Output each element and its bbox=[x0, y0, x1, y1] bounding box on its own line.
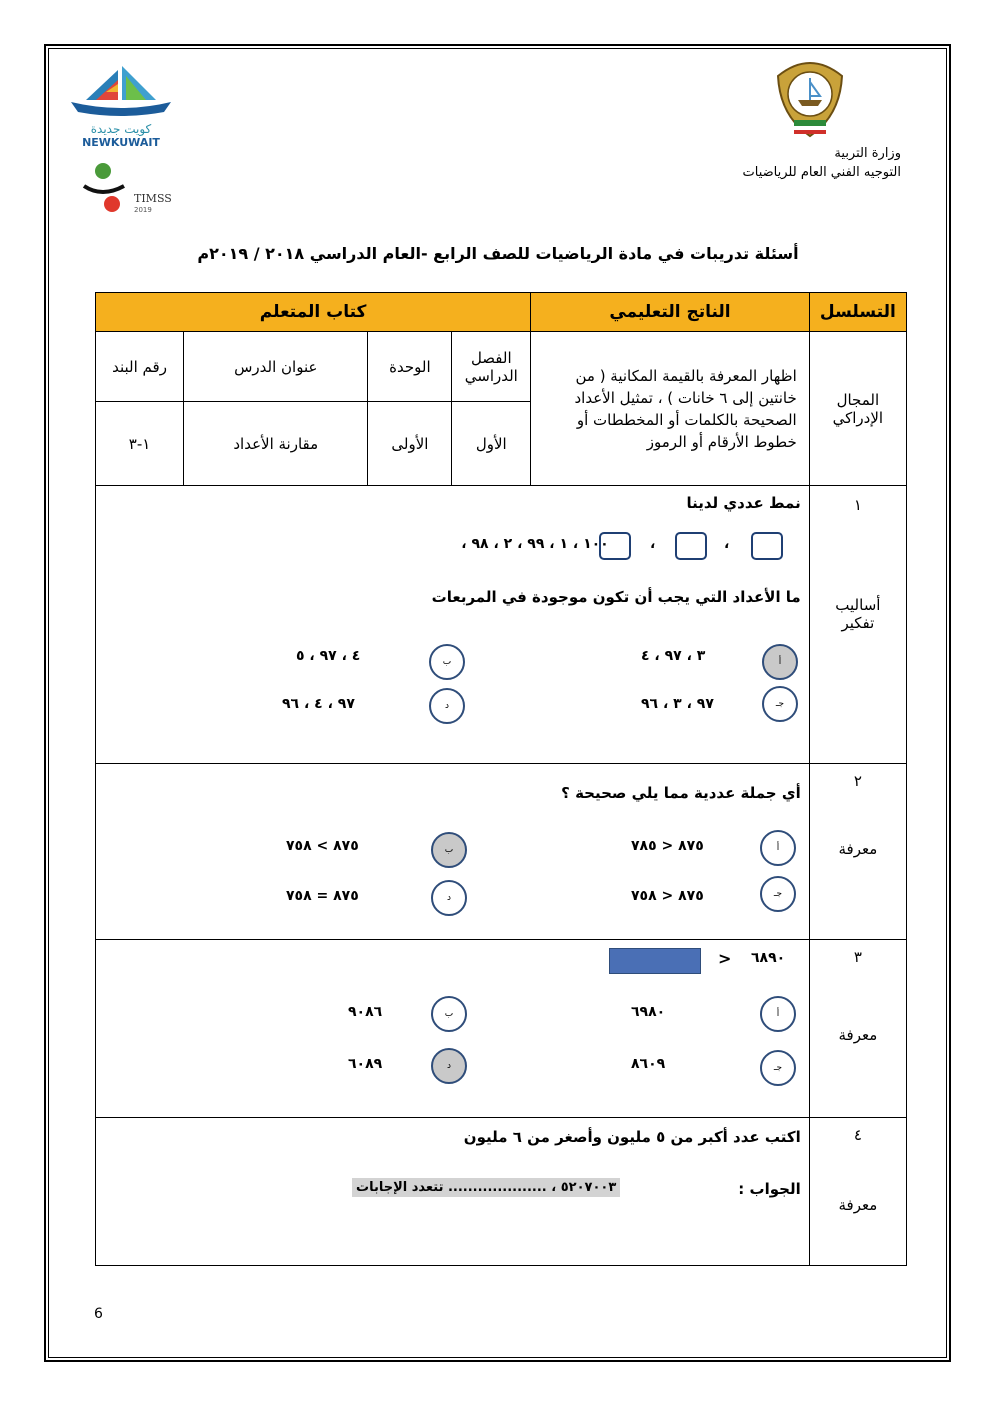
question-1-number: ١ bbox=[853, 496, 862, 514]
logo-english-text: NEWKUWAIT bbox=[82, 136, 160, 149]
option-c[interactable]: جـ bbox=[760, 1050, 796, 1086]
option-a-text: ٦٩٨٠ bbox=[631, 1004, 666, 1020]
option-c-text: ٨٦٠٩ bbox=[631, 1056, 666, 1072]
timss-year: 2019 bbox=[134, 206, 152, 214]
option-b-text: ٨٧٥ > ٧٥٨ bbox=[286, 838, 359, 854]
department-name: التوجيه الفني العام للرياضيات bbox=[742, 165, 901, 180]
option-b-text: ٩٠٨٦ bbox=[348, 1004, 383, 1020]
option-b[interactable]: ب bbox=[429, 644, 465, 680]
separator-1: ، bbox=[650, 536, 656, 552]
val-term: الأول bbox=[452, 402, 531, 486]
new-kuwait-logo bbox=[66, 62, 176, 152]
val-item: ١-٣ bbox=[96, 402, 184, 486]
ministry-heading bbox=[743, 144, 901, 182]
separator-2: ، bbox=[724, 536, 730, 552]
timss-text: TIMSS bbox=[134, 192, 172, 205]
option-b[interactable]: ب bbox=[431, 832, 467, 868]
option-c[interactable]: جـ bbox=[762, 686, 798, 722]
questions-table bbox=[95, 292, 907, 1266]
question-4-number: ٤ bbox=[853, 1126, 862, 1144]
page-number: 6 bbox=[94, 1306, 103, 1322]
question-1-prompt: ما الأعداد التي يجب أن تكون موجودة في المربعات bbox=[431, 588, 801, 606]
page-title: أسئلة تدريبات في مادة الرياضيات للصف الرابع -العام الدراسي ٢٠١٨ / ٢٠١٩م bbox=[197, 244, 799, 263]
header-sequence: التسلسل bbox=[809, 293, 906, 332]
option-d-text: ٨٧٥ = ٧٥٨ bbox=[286, 888, 359, 904]
logo-arabic-text: كويت جديدة bbox=[90, 122, 152, 136]
outcome-text: اظهار المعرفة بالقيمة المكانية ( من خانتين إلى ٦ خانات ) ، تمثيل الأعداد الصحيحة بالكلمات أو المخططات أو خطوط الأرقام أو الرموز bbox=[531, 332, 810, 486]
question-2-domain: معرفة bbox=[838, 840, 878, 858]
question-2-cell bbox=[809, 764, 906, 940]
answer-label: الجواب : bbox=[738, 1180, 801, 1198]
ministry-name: وزارة التربية bbox=[834, 146, 901, 161]
kuwait-emblem-icon bbox=[770, 56, 850, 144]
col-lesson: عنوان الدرس bbox=[184, 332, 368, 402]
option-d[interactable]: د bbox=[429, 688, 465, 724]
option-b[interactable]: ب bbox=[431, 996, 467, 1032]
question-1-domain: أساليب تفكير bbox=[835, 596, 881, 632]
question-3-symbol: < bbox=[718, 949, 732, 968]
option-c-text: ٨٧٥ < ٧٥٨ bbox=[631, 888, 704, 904]
val-unit: الأولى bbox=[368, 402, 452, 486]
blank-box-2[interactable] bbox=[675, 532, 707, 560]
domain-label: المجال الإدراكي bbox=[809, 332, 906, 486]
option-c-text: ٩٧ ، ٣ ، ٩٦ bbox=[641, 696, 714, 712]
option-a-text: ٨٧٥ < ٧٨٥ bbox=[631, 838, 704, 854]
option-a-text: ٣ ، ٩٧ ، ٤ bbox=[641, 648, 706, 664]
answer-blank-box[interactable] bbox=[609, 948, 701, 974]
option-a[interactable]: أ bbox=[760, 830, 796, 866]
question-3-body bbox=[96, 940, 810, 1118]
val-lesson: مقارنة الأعداد bbox=[184, 402, 368, 486]
blank-box-1[interactable] bbox=[599, 532, 631, 560]
pattern-sequence: ١٠٠ ، ١ ، ٩٩ ، ٢ ، ٩٨ ، bbox=[461, 536, 609, 552]
col-item: رقم البند bbox=[96, 332, 184, 402]
question-4-body bbox=[96, 1118, 810, 1266]
header-book: كتاب المتعلم bbox=[96, 293, 531, 332]
question-1-cell bbox=[809, 486, 906, 764]
question-2-title: أي جملة عددية مما يلي صحيحة ؟ bbox=[561, 784, 801, 802]
header-outcome: الناتج التعليمي bbox=[531, 293, 810, 332]
question-3-number: ٣ bbox=[853, 948, 862, 966]
option-d[interactable]: د bbox=[431, 880, 467, 916]
question-1-title: نمط عددي لدينا bbox=[686, 494, 801, 512]
option-d-text: ٩٧ ، ٤ ، ٩٦ bbox=[282, 696, 355, 712]
blank-box-3[interactable] bbox=[751, 532, 783, 560]
col-unit: الوحدة bbox=[368, 332, 452, 402]
question-3-cell bbox=[809, 940, 906, 1118]
option-a[interactable]: أ bbox=[762, 644, 798, 680]
question-3-number-value: ٦٨٩٠ bbox=[751, 950, 786, 966]
question-4-domain: معرفة bbox=[838, 1196, 878, 1214]
option-a[interactable]: أ bbox=[760, 996, 796, 1032]
timss-logo bbox=[82, 160, 182, 220]
question-2-body bbox=[96, 764, 810, 940]
col-term: الفصل الدراسي bbox=[452, 332, 531, 402]
option-c[interactable]: جـ bbox=[760, 876, 796, 912]
question-2-number: ٢ bbox=[853, 772, 862, 790]
option-d-text: ٦٠٨٩ bbox=[348, 1056, 383, 1072]
question-1-body bbox=[96, 486, 810, 764]
option-d[interactable]: د bbox=[431, 1048, 467, 1084]
answer-text: ٥٢٠٧٠٠٣ ، .................... تتعدد الإجابات bbox=[352, 1178, 620, 1197]
question-4-cell bbox=[809, 1118, 906, 1266]
question-4-title: اكتب عدد أكبر من ٥ مليون وأصغر من ٦ مليون bbox=[463, 1128, 801, 1146]
question-3-domain: معرفة bbox=[838, 1026, 878, 1044]
option-b-text: ٤ ، ٩٧ ، ٥ bbox=[296, 648, 361, 664]
